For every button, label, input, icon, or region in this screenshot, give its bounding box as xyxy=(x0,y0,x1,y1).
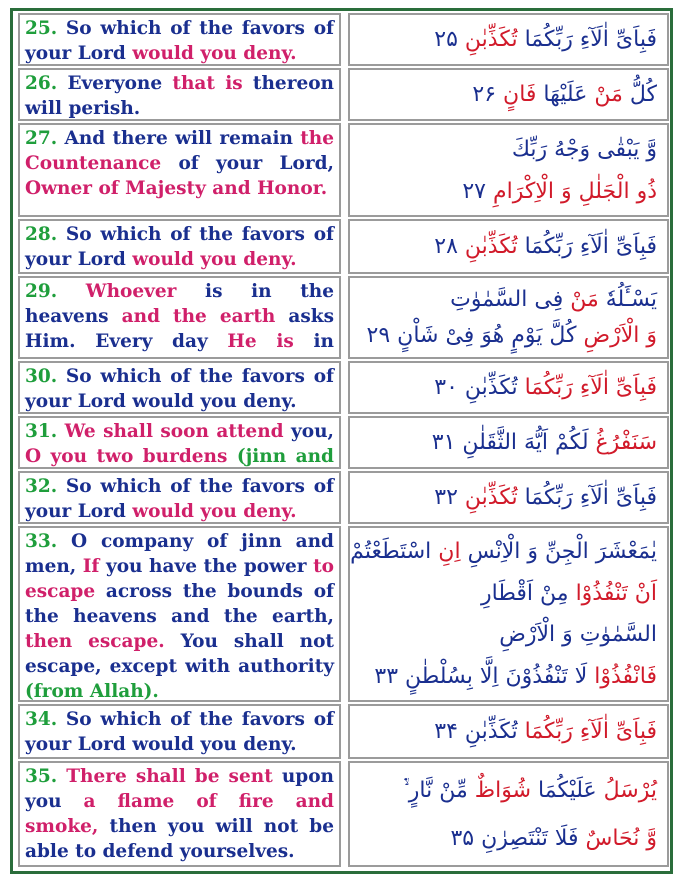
arabic-text xyxy=(348,219,669,274)
verse-number: 28. xyxy=(25,224,58,245)
translation-segment: of your Lord, xyxy=(161,153,334,174)
arabic-line xyxy=(360,137,657,162)
translation-segment: So which of the favors of your Lord xyxy=(25,224,334,270)
verse-row-33 xyxy=(18,526,669,702)
arabic-segment: مِّنْ نَّارٍ ۙ۬ xyxy=(403,777,475,803)
translation-segment: then escape. xyxy=(25,631,165,652)
arabic-segment: ۳۲ xyxy=(434,485,465,510)
arabic-segment: سَنَفْرُغُ xyxy=(595,430,657,455)
arabic-segment: ۲۵ xyxy=(434,27,465,52)
arabic-segment: تُكَذِّبٰنِ xyxy=(464,485,518,510)
translation-segment: upon you xyxy=(25,766,334,812)
translation-segment: So which of the favors of your Lord would you deny. xyxy=(25,709,334,755)
arabic-line xyxy=(360,719,657,744)
arabic-segment: ۲۷ xyxy=(462,178,493,204)
english-translation xyxy=(18,123,341,217)
translation-segment: to escape xyxy=(25,556,334,602)
arabic-segment: شُوَاظٌ xyxy=(474,777,532,803)
arabic-line xyxy=(360,375,657,400)
english-translation xyxy=(18,219,341,274)
arabic-line xyxy=(360,664,657,689)
arabic-segment: وَّ نُحَاسٌ xyxy=(585,825,657,851)
translation-segment: a flame of fire xyxy=(83,791,274,812)
arabic-segment: فَبِاَیِّ اٰلَآءِ رَبِّكُمَا xyxy=(524,375,657,400)
verse-number: 29. xyxy=(25,281,58,302)
verse-row-28 xyxy=(18,219,669,274)
arabic-segment: تُكَذِّبٰنِ ۳۰ xyxy=(434,375,525,400)
translation-segment: He is xyxy=(227,331,294,352)
verse-row-25 xyxy=(18,13,669,66)
arabic-segment: ذُو الْجَلٰلِ وَ الْاِكْرَامِ xyxy=(493,178,657,204)
arabic-text xyxy=(348,13,669,66)
arabic-text xyxy=(348,761,669,867)
verse-number: 30. xyxy=(25,366,58,387)
english-translation xyxy=(18,704,341,759)
arabic-segment: تُكَذِّبٰنِ xyxy=(464,234,518,259)
verse-row-35 xyxy=(18,761,669,867)
arabic-segment: تُكَذِّبٰنِ xyxy=(464,27,518,52)
english-translation xyxy=(18,416,341,469)
arabic-segment: عَلَیْهَا xyxy=(536,82,595,107)
arabic-segment: اَنْ تَنْفُذُوْا xyxy=(575,580,657,606)
english-translation xyxy=(18,526,341,702)
verse-row-26 xyxy=(18,68,669,121)
translation-segment: in xyxy=(293,331,335,352)
arabic-segment: فَانْفُذُوْا xyxy=(594,663,657,689)
arabic-segment: وَ الْاَرْضِ xyxy=(583,323,657,349)
verse-number: 26. xyxy=(25,73,58,94)
arabic-segment: فَبِاَیِّ اٰلَآءِ رَبِّكُمَا xyxy=(517,234,657,259)
verse-row-31 xyxy=(18,416,669,469)
translation-segment xyxy=(132,356,232,359)
arabic-line xyxy=(360,234,657,259)
verse-number: 32. xyxy=(25,476,58,497)
english-translation xyxy=(18,276,341,359)
verse-row-27 xyxy=(18,123,669,217)
translation-segment: that is xyxy=(172,73,243,94)
verse-row-29 xyxy=(18,276,669,359)
arabic-segment: السَّمٰوٰتِ وَ الْاَرْضِ xyxy=(499,622,657,648)
english-translation xyxy=(18,761,341,867)
arabic-line xyxy=(360,826,657,851)
arabic-text xyxy=(348,123,669,217)
english-translation xyxy=(18,361,341,414)
arabic-line xyxy=(360,287,657,312)
translation-segment: O company of jinn and men, xyxy=(25,531,334,577)
translation-segment: If xyxy=(82,556,100,577)
translation-segment: O you two burdens xyxy=(25,446,237,467)
arabic-segment: لَكُمْ اَیُّهَ الثَّقَلٰنِ ۳۱ xyxy=(431,430,596,455)
translation-segment: Everyone xyxy=(57,73,173,94)
arabic-line xyxy=(360,27,657,52)
verse-number: 34. xyxy=(25,709,58,730)
arabic-segment: فَبِاَیِّ اٰلَآءِ رَبِّكُمَا xyxy=(517,27,657,52)
verse-number: 35. xyxy=(25,766,58,787)
arabic-line xyxy=(360,179,657,204)
translation-segment: you have the power xyxy=(99,556,314,577)
verse-number: 25. xyxy=(25,18,58,39)
verse-table xyxy=(10,8,673,874)
arabic-segment: یَسْـَٔلُهٗ xyxy=(598,286,657,312)
translation-segment: (jinn and xyxy=(236,446,334,467)
arabic-line xyxy=(350,539,657,565)
english-translation xyxy=(18,68,341,121)
verse-row-32 xyxy=(18,471,669,524)
arabic-text xyxy=(348,361,669,414)
verse-number: 27. xyxy=(25,128,58,149)
verse-row-34 xyxy=(18,704,669,759)
arabic-line xyxy=(360,82,657,107)
translation-segment: asks Him. Every day xyxy=(25,306,334,352)
translation-segment xyxy=(25,356,132,359)
translation-segment: and smoke, xyxy=(25,791,334,837)
verse-number: 31. xyxy=(25,421,58,442)
arabic-text xyxy=(348,68,669,121)
translation-segment: So which of the favors of your Lord would you deny. xyxy=(25,366,334,412)
translation-segment: would you deny. xyxy=(132,501,297,522)
arabic-text xyxy=(348,471,669,524)
arabic-segment: ۲۸ xyxy=(434,234,465,259)
translation-segment: And there will remain xyxy=(57,128,301,149)
arabic-segment: فَبِاَیِّ اٰلَآءِ رَبِّكُمَا xyxy=(524,719,657,744)
verse-number: 33. xyxy=(25,531,58,552)
verse-row-30 xyxy=(18,361,669,414)
translation-segment: across the bounds of the heavens and the earth, xyxy=(25,581,334,627)
arabic-line xyxy=(360,622,657,647)
translation-segment: (from Allah). xyxy=(25,681,159,702)
arabic-text xyxy=(348,704,669,759)
arabic-line xyxy=(360,581,657,606)
arabic-segment: مَنْ xyxy=(570,286,599,312)
arabic-segment: عَلَیْكُمَا xyxy=(531,777,604,803)
arabic-segment: وَّ یَبْقٰى وَجْهُ رَبِّكَ xyxy=(511,136,657,162)
translation-segment: We shall soon attend xyxy=(57,421,292,442)
arabic-segment: فَبِاَیِّ اٰلَآءِ رَبِّكُمَا xyxy=(517,485,657,510)
arabic-segment: ۲۶ xyxy=(472,82,504,107)
arabic-text xyxy=(348,276,669,359)
arabic-line xyxy=(360,485,657,510)
arabic-segment: لَا تَنْفُذُوْنَ اِلَّا بِسُلْطٰنٍ ۳۳ xyxy=(374,663,595,689)
translation-segment: is xyxy=(205,281,223,302)
translation-segment: would you deny. xyxy=(132,43,297,64)
arabic-segment: كُلَّ یَوْمٍ هُوَ فِیْ شَاْنٍ ۲۹ xyxy=(366,323,584,349)
translation-segment: and the earth xyxy=(121,306,276,327)
translation-segment: So which of the favors of your Lord xyxy=(25,18,334,64)
translation-segment: You shall not escape, except with authority xyxy=(25,631,334,677)
arabic-line xyxy=(360,778,657,803)
arabic-segment: یُرْسَلُ xyxy=(603,777,657,803)
arabic-line xyxy=(360,430,657,455)
arabic-segment: فِی السَّمٰوٰتِ xyxy=(450,286,571,312)
translation-segment: would you deny. xyxy=(132,249,297,270)
arabic-segment: تُكَذِّبٰنِ ۳۴ xyxy=(434,719,525,744)
arabic-segment: مِنْ اَقْطَارِ xyxy=(481,580,576,606)
arabic-segment: فَلَا تَنْتَصِرٰنِ ۳۵ xyxy=(450,825,586,851)
arabic-text xyxy=(348,416,669,469)
english-translation xyxy=(18,471,341,524)
translation-segment: you, xyxy=(291,421,334,442)
translation-segment: Owner of Majesty and Honor. xyxy=(25,178,328,199)
translation-segment: There shall be sent xyxy=(57,766,282,787)
english-translation xyxy=(18,13,341,66)
translation-segment: thereon will perish. xyxy=(25,73,334,119)
translation-segment: then you will not be able to defend yourselves. xyxy=(25,816,334,862)
translation-segment: in the heavens xyxy=(25,281,334,327)
arabic-segment: اسْتَطَعْتُمْ xyxy=(350,539,439,565)
arabic-segment: مَنْ xyxy=(594,82,623,107)
arabic-line xyxy=(360,323,657,348)
arabic-segment: یٰمَعْشَرَ الْجِنِّ وَ الْاِنْسِ xyxy=(460,539,657,565)
arabic-segment: اِنِ xyxy=(438,539,461,565)
arabic-segment: فَانٍ xyxy=(503,82,537,107)
translation-segment: the Countenance xyxy=(25,128,334,174)
translation-segment: So which of the favors of your Lord xyxy=(25,476,334,522)
arabic-text xyxy=(348,526,669,702)
translation-segment: Whoever xyxy=(57,281,206,302)
arabic-segment: كُلُّ xyxy=(622,82,657,107)
